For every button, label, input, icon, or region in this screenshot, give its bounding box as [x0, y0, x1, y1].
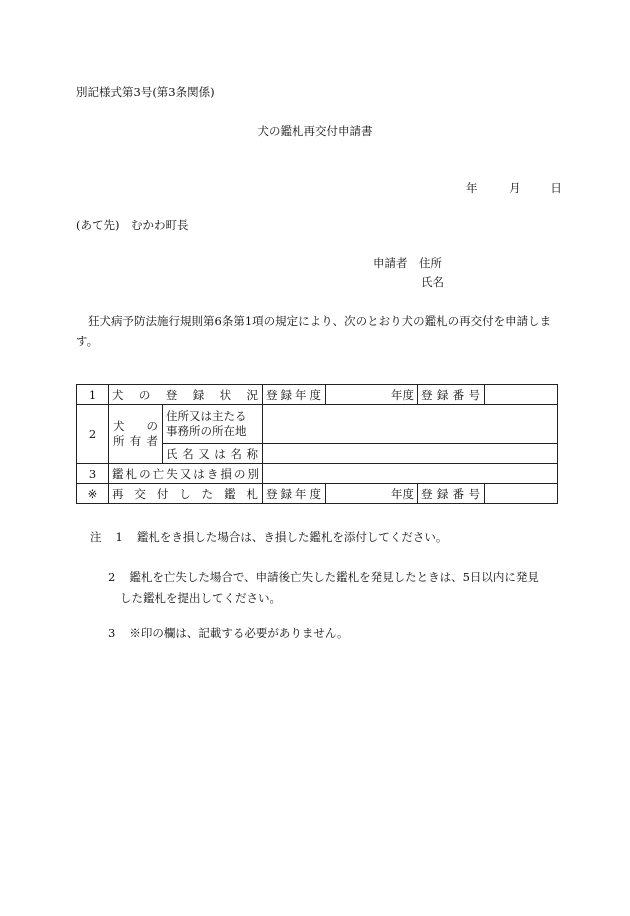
- table-row: [77, 464, 558, 484]
- table-row: [77, 385, 558, 405]
- reissued-tag-label: 再交付した鑑札: [109, 484, 263, 504]
- registration-year-label: 登録年度: [263, 385, 326, 405]
- applicant-address-label: 申請者 住所: [373, 256, 442, 270]
- loss-or-damage-field[interactable]: [263, 464, 558, 484]
- date-month-label: 月: [509, 181, 521, 195]
- owner-label-line1: 犬の: [113, 419, 158, 433]
- document-title: 犬の鑑札再交付申請書: [257, 124, 373, 138]
- owner-label-line2: 所有者: [113, 434, 158, 448]
- row-number: 2: [77, 405, 109, 464]
- registration-year-field[interactable]: [326, 484, 418, 504]
- owner-address-label-line1: 住所又は主たる: [166, 409, 247, 423]
- note-2: [108, 567, 558, 609]
- year-unit-label: 年度: [391, 486, 414, 501]
- year-unit-label: 年度: [391, 387, 414, 402]
- table-row: [77, 405, 558, 444]
- note-number: 3: [108, 626, 116, 640]
- registration-number-field[interactable]: [485, 484, 558, 504]
- form-number: 別記様式第3号(第3条関係): [76, 85, 215, 99]
- date-day-label: 日: [550, 181, 562, 195]
- note-number: 1: [115, 530, 123, 544]
- owner-address-label: [163, 405, 263, 444]
- registration-number-field[interactable]: [485, 385, 558, 405]
- dog-owner-label: [109, 405, 163, 464]
- note-text-continued: した鑑札を提出してください。: [120, 591, 281, 605]
- note-3: [108, 625, 349, 641]
- row-number: ※: [77, 484, 109, 504]
- note-1: [90, 529, 447, 545]
- date-line: [466, 180, 562, 196]
- note-number: 2: [108, 570, 116, 584]
- note-text: ※印の欄は、記載する必要がありません。: [129, 626, 349, 640]
- applicant-name-label: 氏名: [421, 275, 444, 289]
- registration-number-label: 登録番号: [418, 484, 485, 504]
- registration-number-label: 登録番号: [418, 385, 485, 405]
- notes-prefix: 注: [90, 530, 102, 544]
- row-number: 1: [77, 385, 109, 405]
- addressee: (あて先) むかわ町長: [76, 218, 189, 232]
- owner-name-label: 氏名又は名称: [163, 444, 263, 464]
- loss-or-damage-label: 鑑札の亡失又はき損の別: [109, 464, 263, 484]
- application-form-table: [76, 384, 558, 504]
- dog-registration-status-label: 犬の登録状況: [109, 385, 263, 405]
- registration-year-field[interactable]: [326, 385, 418, 405]
- note-text: 鑑札を亡失した場合で、申請後亡失した鑑札を発見したときは、5日以内に発見: [129, 570, 539, 584]
- note-text: 鑑札をき損した場合は、き損した鑑札を添付してください。: [136, 530, 448, 544]
- date-year-label: 年: [466, 181, 478, 195]
- owner-address-field[interactable]: [263, 405, 558, 444]
- owner-address-label-line2: 事務所の所在地: [166, 424, 247, 438]
- row-number: 3: [77, 464, 109, 484]
- application-statement: 狂犬病予防法施行規則第6条第1項の規定により、次のとおり犬の鑑札の再交付を申請します。: [76, 314, 552, 348]
- registration-year-label: 登録年度: [263, 484, 326, 504]
- owner-name-field[interactable]: [263, 444, 558, 464]
- table-row: [77, 484, 558, 504]
